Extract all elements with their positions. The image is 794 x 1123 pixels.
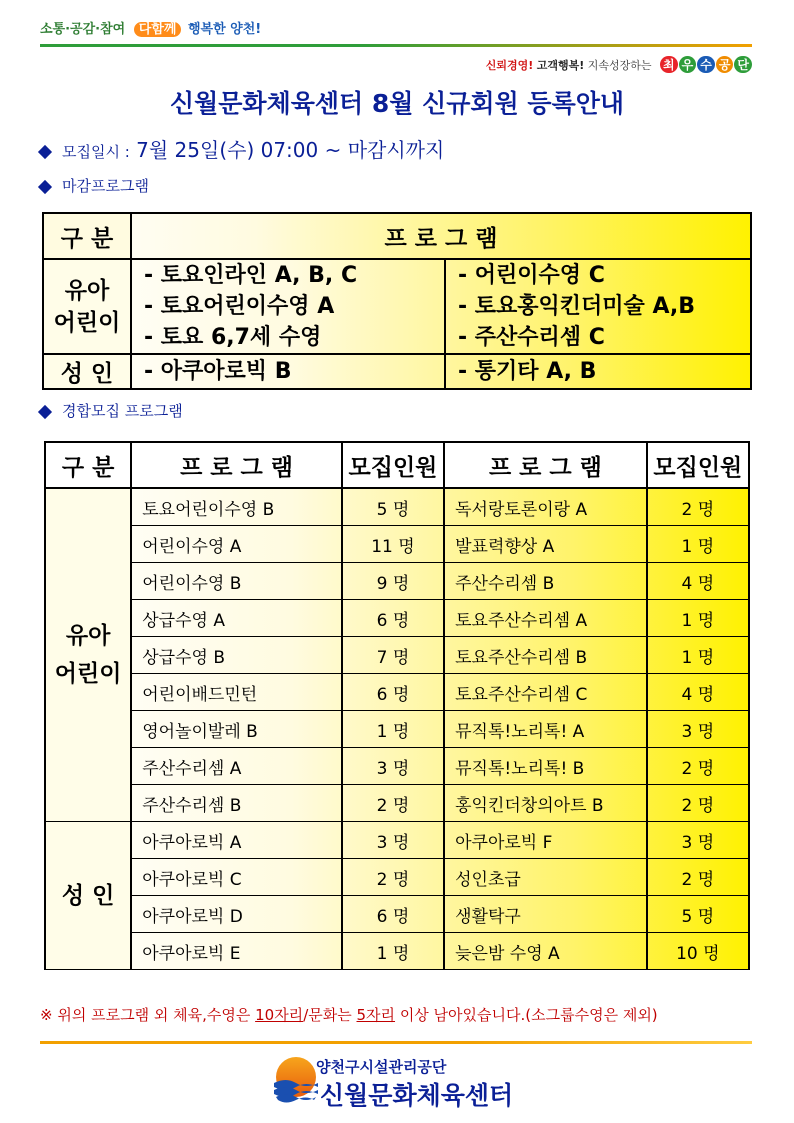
note-underline-1: 10자리 [255,1006,304,1024]
program-name: 어린이수영 B [131,563,342,600]
youth-group-label: 유아 어린이 [45,488,131,822]
program-name: 홍익킨더창의아트 B [444,785,647,822]
note-mark: ※ [40,1006,53,1024]
recruit-period [40,134,444,163]
competitive-programs-table [44,441,750,970]
program-name: 토요주산수리셈 B [444,637,647,674]
closed-youth-row [43,259,751,354]
adult-left: - 아쿠아로빅 B [131,354,445,389]
program-count: 10 명 [647,933,749,970]
youth-left-list [131,259,445,354]
closed-adult-row [43,354,751,389]
slogan-text-c: 행복한 양천! [187,22,262,37]
youth-rows [45,488,749,822]
table-row [45,563,749,600]
top-divider [40,44,752,47]
header-count-2: 모집인원 [647,442,749,488]
brand-letter-5: 단 [734,56,752,73]
program-name: 토요주산수리셈 C [444,674,647,711]
table-row [45,933,749,970]
recruit-label: 모집일시 : [62,143,130,161]
table-row [45,822,749,859]
program-name: 독서랑토론이랑 A [444,488,647,526]
program-name: 어린이수영 A [131,526,342,563]
youth-label: 유아 어린이 [43,259,131,354]
program-count: 1 명 [647,637,749,674]
program-count: 2 명 [647,859,749,896]
brand-logo-text [659,56,752,73]
program-name: 아쿠아로빅 F [444,822,647,859]
header-group: 구 분 [45,442,131,488]
brand-text-b: 고객행복! [536,59,585,72]
program-count: 4 명 [647,563,749,600]
program-name: 생활탁구 [444,896,647,933]
note-text-1: 위의 프로그램 외 체육,수영은 [57,1006,251,1024]
brand-letter-4: 공 [716,56,734,73]
table-row [45,785,749,822]
brand-letter-2: 우 [679,56,697,73]
table-row [45,600,749,637]
table-row [45,748,749,785]
header-program: 프 로 그 램 [131,213,751,259]
program-count: 3 명 [342,822,444,859]
youth-right-list [445,259,751,354]
program-name: 토요주산수리셈 A [444,600,647,637]
program-count: 5 명 [342,488,444,526]
table-row [45,711,749,748]
program-count: 2 명 [647,488,749,526]
program-name: 성인초급 [444,859,647,896]
slogan-highlight: 다함께 [134,22,182,37]
program-count: 1 명 [342,711,444,748]
competitive-header-row [45,442,749,488]
program-count: 6 명 [342,896,444,933]
note-text-2: /문화는 [303,1006,352,1024]
program-name: 아쿠아로빅 D [131,896,342,933]
program-name: 주산수리셈 B [444,563,647,600]
program-name: 상급수영 B [131,637,342,674]
program-count: 4 명 [647,674,749,711]
program-count: 2 명 [647,748,749,785]
competitive-heading-text: 경합모집 프로그램 [62,402,183,420]
adult-label: 성 인 [43,354,131,389]
program-count: 3 명 [342,748,444,785]
table-row [45,637,749,674]
closed-programs-table [42,212,752,390]
program-count: 6 명 [342,674,444,711]
program-count: 1 명 [342,933,444,970]
list-item: - 토요어린이수영 A [144,294,335,319]
diamond-bullet-icon [38,404,52,418]
program-count: 3 명 [647,711,749,748]
program-name: 주산수리셈 A [131,748,342,785]
program-count: 1 명 [647,600,749,637]
program-name: 아쿠아로빅 A [131,822,342,859]
program-name: 아쿠아로빅 E [131,933,342,970]
competitive-heading [40,400,183,421]
header-program-1: 프 로 그 램 [131,442,342,488]
adult-rows [45,822,749,970]
program-count: 2 명 [647,785,749,822]
table-row [45,896,749,933]
program-count: 1 명 [647,526,749,563]
program-name: 어린이배드민턴 [131,674,342,711]
program-name: 주산수리셈 B [131,785,342,822]
program-name: 뮤직톡!노리톡! A [444,711,647,748]
list-item: - 토요 6,7세 수영 [144,325,322,350]
program-name: 아쿠아로빅 C [131,859,342,896]
program-count: 11 명 [342,526,444,563]
program-name: 늦은밤 수영 A [444,933,647,970]
closed-heading [40,175,149,196]
closed-heading-text: 마감프로그램 [62,177,149,195]
program-count: 6 명 [342,600,444,637]
org-name-small: 양천구시설관리공단 [316,1058,447,1076]
brand-letter-3: 수 [697,56,715,73]
footnote [40,1004,658,1025]
table-row [45,859,749,896]
closed-header-row [43,213,751,259]
slogan [40,18,261,37]
diamond-bullet-icon [38,179,52,193]
program-name: 뮤직톡!노리톡! B [444,748,647,785]
header-count-1: 모집인원 [342,442,444,488]
bottom-divider [40,1041,752,1044]
brand-text-a: 신뢰경영! [485,59,534,72]
note-underline-2: 5자리 [356,1006,396,1024]
list-item: - 어린이수영 C [458,263,605,288]
program-count: 3 명 [647,822,749,859]
slogan-text-a: 소통·공감·참여 [40,22,126,37]
program-name: 영어놀이발레 B [131,711,342,748]
table-row [45,674,749,711]
adult-group-label: 성 인 [45,822,131,970]
list-item: - 토요홍익킨더미술 A,B [458,294,696,319]
brand-slogan [486,56,752,73]
program-count: 5 명 [647,896,749,933]
table-row [45,526,749,563]
brand-text-c: 지속성장하는 [587,59,652,72]
program-name: 상급수영 A [131,600,342,637]
diamond-bullet-icon [38,144,52,158]
org-name-large: 신월문화체육센터 [320,1081,514,1110]
list-item: - 주산수리셈 C [458,325,605,350]
program-count: 7 명 [342,637,444,674]
program-name: 토요어린이수영 B [131,488,342,526]
page-title: 신월문화체육센터 8월 신규회원 등록안내 [169,89,625,118]
program-count: 2 명 [342,785,444,822]
program-name: 발표력향상 A [444,526,647,563]
brand-letter-1: 최 [660,56,678,73]
table-row [45,488,749,526]
note-text-3: 이상 남아있습니다.(소그룹수영은 제외) [399,1006,658,1024]
header-group: 구 분 [43,213,131,259]
header-program-2: 프 로 그 램 [444,442,647,488]
recruit-value: 7월 25일(수) 07:00 ~ 마감시까지 [136,138,445,162]
program-count: 2 명 [342,859,444,896]
adult-right: - 통기타 A, B [445,354,751,389]
program-count: 9 명 [342,563,444,600]
list-item: - 토요인라인 A, B, C [144,263,358,288]
